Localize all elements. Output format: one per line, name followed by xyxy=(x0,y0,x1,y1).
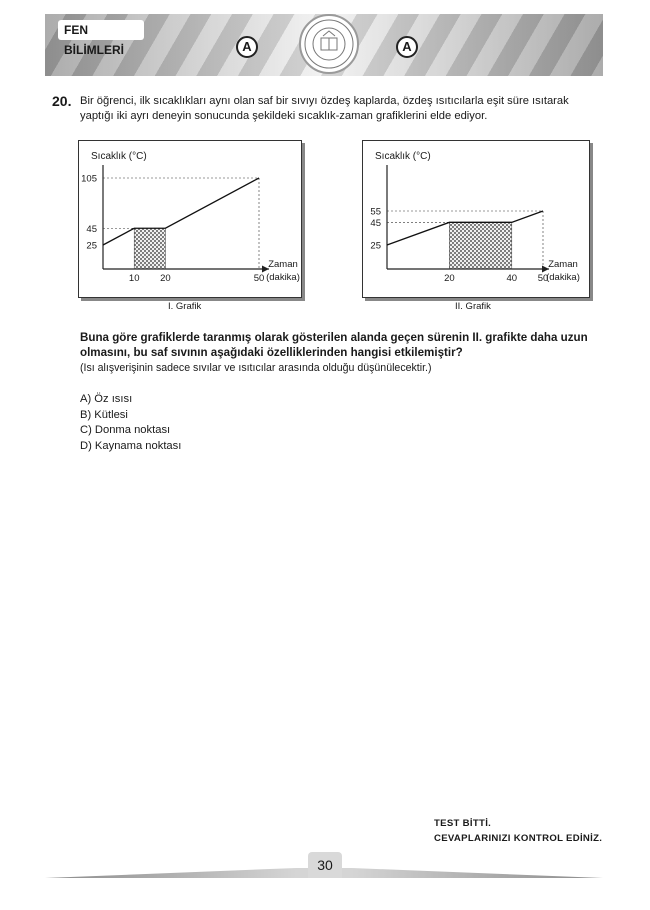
y-tick-label: 55 xyxy=(370,206,381,218)
series-line xyxy=(103,178,259,245)
graph-2 xyxy=(363,141,589,297)
ministry-seal-icon xyxy=(299,14,359,74)
question-stem xyxy=(80,94,600,124)
x-tick-label: 10 xyxy=(128,273,140,284)
booklet-type-left: A xyxy=(236,36,258,58)
question-prompt-line: Buna göre grafiklerde taranmış olarak gösterilen alanda geçen sürenin II. grafikte daha uzun xyxy=(80,331,588,344)
x-axis-unit: (dakika) xyxy=(546,272,580,283)
option-d[interactable]: D) Kaynama noktası xyxy=(80,439,182,452)
x-axis-unit: (dakika) xyxy=(266,272,300,283)
y-axis-label: Sıcaklık (°C) xyxy=(91,151,147,162)
graph-1 xyxy=(79,141,301,297)
y-tick-label: 105 xyxy=(81,173,97,185)
y-tick-label: 45 xyxy=(86,223,97,235)
y-axis-label: Sıcaklık (°C) xyxy=(375,151,431,162)
option-c[interactable]: C) Donma noktası xyxy=(80,424,171,436)
question-prompt xyxy=(80,330,610,360)
subject-label: FEN BİLİMLERİ xyxy=(58,20,144,40)
option-b[interactable]: B) Kütlesi xyxy=(80,408,128,421)
graph-2-frame xyxy=(362,140,590,298)
x-tick-label: 50 xyxy=(253,273,265,284)
end-line-2: CEVAPLARINIZI KONTROL EDİNİZ. xyxy=(434,833,603,844)
graph-2-caption: II. Grafik xyxy=(455,301,491,312)
x-axis-label: Zaman xyxy=(548,259,578,270)
shaded-region xyxy=(134,228,165,269)
graph-1-caption: I. Grafik xyxy=(168,301,202,312)
option-a[interactable]: A) Öz ısısı xyxy=(80,393,133,405)
x-tick-label: 40 xyxy=(506,273,518,284)
booklet-type-right: A xyxy=(396,36,418,58)
x-tick-label: 20 xyxy=(160,273,171,284)
question-note: (Isı alışverişinin sadece sıvılar ve ısıtıcılar arasında olduğu düşünülecektir.) xyxy=(80,362,432,374)
graph-1-frame xyxy=(78,140,302,298)
question-prompt-line: olmasını, bu saf sıvının aşağıdaki özelliklerinden hangisi etkilemiştir? xyxy=(80,346,463,359)
question-number: 20. xyxy=(52,93,72,109)
question-stem-line: yaptığı iki ayrı deneyin sonucunda şekildeki sıcaklık-zaman grafiklerini elde ediyor. xyxy=(80,110,488,122)
x-tick-label: 20 xyxy=(444,273,455,284)
page-number: 30 xyxy=(308,852,342,878)
x-axis-label: Zaman xyxy=(268,259,298,270)
y-tick-label: 25 xyxy=(370,240,381,252)
question-stem-line: Bir öğrenci, ilk sıcaklıkları aynı olan saf bir sıvıyı özdeş kaplarda, özdeş ısıtıcılarla eşit süre ısıtarak xyxy=(80,95,569,107)
shaded-region xyxy=(449,222,511,269)
answer-options xyxy=(80,392,181,454)
y-tick-label: 45 xyxy=(370,217,381,229)
end-of-test xyxy=(434,816,602,846)
x-tick-label: 50 xyxy=(537,273,549,284)
y-tick-label: 25 xyxy=(86,240,97,252)
end-line-1: TEST BİTTİ. xyxy=(434,818,492,829)
